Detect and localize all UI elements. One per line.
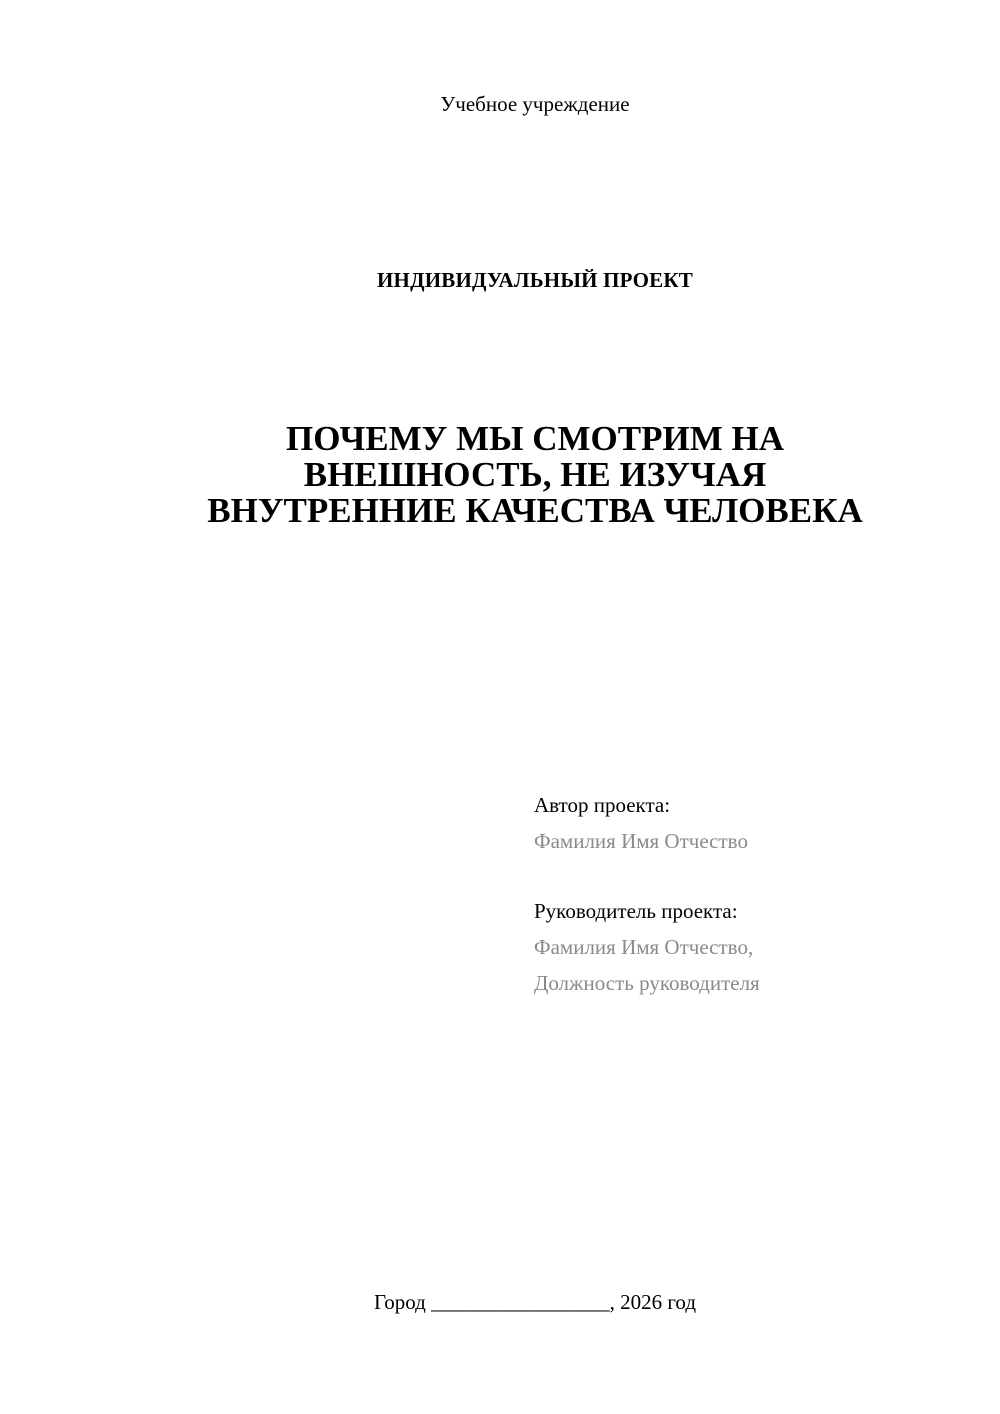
document-type: ИНДИВИДУАЛЬНЫЙ ПРОЕКТ xyxy=(377,268,693,292)
title-line: ВНУТРЕННИЕ КАЧЕСТВА ЧЕЛОВЕКА xyxy=(207,491,863,530)
supervisor-block xyxy=(534,893,760,1001)
author-name: Фамилия Имя Отчество xyxy=(534,829,748,853)
supervisor-label: Руководитель проекта: xyxy=(534,899,738,923)
author-label: Автор проекта: xyxy=(534,793,671,817)
supervisor-position: Должность руководителя xyxy=(534,971,760,995)
project-title xyxy=(0,421,1000,529)
title-line: ПОЧЕМУ МЫ СМОТРИМ НА xyxy=(286,419,784,458)
city-year-line: Город _________________, 2026 год xyxy=(373,1290,697,1314)
title-line: ВНЕШНОСТЬ, НЕ ИЗУЧАЯ xyxy=(303,455,767,494)
institution-name: Учебное учреждение xyxy=(440,92,630,116)
author-block xyxy=(534,787,748,859)
supervisor-name: Фамилия Имя Отчество, xyxy=(534,935,754,959)
